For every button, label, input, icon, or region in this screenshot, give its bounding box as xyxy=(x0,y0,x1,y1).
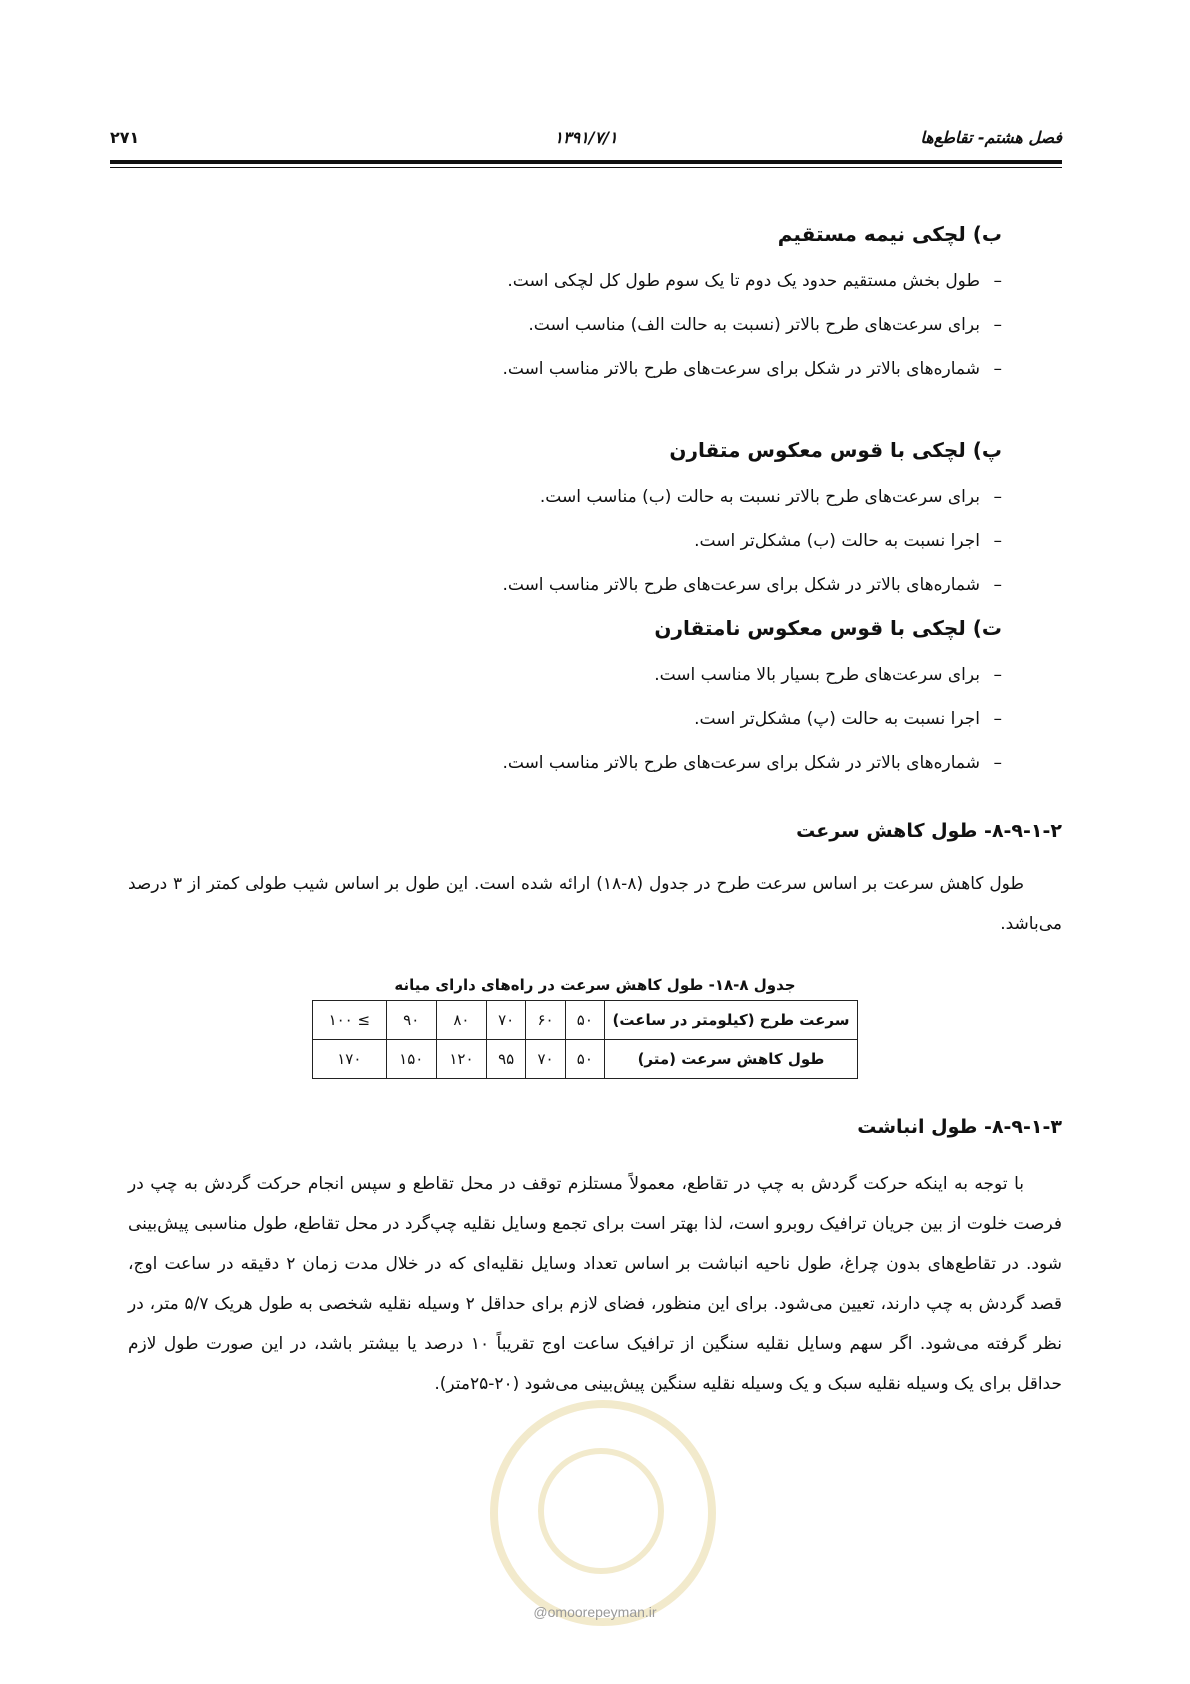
table-row-label: سرعت طرح (کیلومتر در ساعت) xyxy=(605,1001,858,1040)
table-cell: ۵۰ xyxy=(565,1001,604,1040)
page-number: ۲۷۱ xyxy=(110,128,140,147)
header-date: ۱۳۹۱/۷/۱ xyxy=(554,128,618,147)
table-cell: ۷۰ xyxy=(526,1040,565,1079)
header-rule-thin xyxy=(110,167,1062,168)
deceleration-paragraph: طول کاهش سرعت بر اساس سرعت طرح در جدول (۸-۱۸) ارائه شده است. این طول بر اساس شیب طولی کمتر از ۳ درصد می‌باشد. xyxy=(128,874,1062,934)
list-item: –طول بخش مستقیم حدود یک دوم تا یک سوم طول کل لچکی است. xyxy=(507,271,1002,291)
storage-paragraph: با توجه به اینکه حرکت گردش به چپ در تقاطع، معمولاً مستلزم توقف در محل تقاطع و سپس انجام حرکت گردش به چپ در فرصت خلوت از بین جریان ترافیک روبرو است، لذا بهتر است برای تجمع وسایل نقلیه چپ‌گرد در محل تقاطع، طول مناسبی پیش‌بینی شود. در تقاطع‌های بدون چراغ، طول ناحیه انباشت بر اساس تعداد وسایل نقلیه‌ای که در خلال مدت زمان ۲ دقیقه در ساعت اوج، قصد گردش به چپ دارند، تعیین می‌شود. برای این منظور، فضای لازم برای حداقل ۲ وسیله نقلیه شخصی به طول هریک ۵/۷ متر، در نظر گرفته می‌شود. اگر سهم وسایل نقلیه سنگین از ترافیک ساعت اوج تقریباً ۱۰ درصد یا بیشتر باشد، در این صورت طول لازم حداقل برای یک وسیله نقلیه سبک و یک وسیله نقلیه سنگین پیش‌بینی می‌شود (۲۰-۲۵متر). xyxy=(128,1174,1063,1394)
table-row xyxy=(313,1040,858,1079)
deceleration-table xyxy=(312,1000,858,1079)
section-p-list xyxy=(502,484,1002,598)
list-item: –شماره‌های بالاتر در شکل برای سرعت‌های طرح بالاتر مناسب است. xyxy=(502,753,1002,773)
list-item: –برای سرعت‌های طرح بالاتر (نسبت به حالت الف) مناسب است. xyxy=(528,315,1002,335)
table-cell: ۹۵ xyxy=(487,1040,526,1079)
table-cell: ۱۲۰ xyxy=(436,1040,486,1079)
deceleration-heading: ۸-۹-۱-۲- طول کاهش سرعت xyxy=(796,820,1062,842)
table-cell: ۸۰ xyxy=(436,1001,486,1040)
list-item: –شماره‌های بالاتر در شکل برای سرعت‌های طرح بالاتر مناسب است. xyxy=(502,359,1002,379)
section-b-list xyxy=(502,268,1002,382)
list-item: –برای سرعت‌های طرح بالاتر نسبت به حالت (ب) مناسب است. xyxy=(539,487,1002,507)
table-cell: ۹۰ xyxy=(386,1001,436,1040)
table-row xyxy=(313,1001,858,1040)
header-rule-thick xyxy=(110,160,1062,164)
table-cell: ۶۰ xyxy=(526,1001,565,1040)
list-item: –اجرا نسبت به حالت (پ) مشکل‌تر است. xyxy=(694,709,1002,729)
watermark-text: @omoorepeyman.ir xyxy=(533,1604,657,1620)
page-header xyxy=(110,128,1062,158)
table-cell: ۵۰ xyxy=(565,1040,604,1079)
table-cell: ۱۵۰ xyxy=(386,1040,436,1079)
section-p-title: پ) لچکی با قوس معکوس متقارن xyxy=(669,438,1002,462)
table-cell: ۷۰ xyxy=(487,1001,526,1040)
table-cell: ۱۷۰ xyxy=(313,1040,387,1079)
section-t-title: ت) لچکی با قوس معکوس نامتقارن xyxy=(654,616,1002,640)
list-item: –شماره‌های بالاتر در شکل برای سرعت‌های طرح بالاتر مناسب است. xyxy=(502,575,1002,595)
section-t-list xyxy=(502,662,1002,776)
table-caption: جدول ۸-۱۸- طول کاهش سرعت در راه‌های دارای میانه xyxy=(394,976,796,994)
list-item: –برای سرعت‌های طرح بسیار بالا مناسب است. xyxy=(654,665,1002,685)
storage-heading: ۸-۹-۱-۳- طول انباشت xyxy=(857,1116,1062,1138)
list-item: –اجرا نسبت به حالت (ب) مشکل‌تر است. xyxy=(694,531,1002,551)
watermark-logo xyxy=(490,1400,716,1626)
table-row-label: طول کاهش سرعت (متر) xyxy=(605,1040,858,1079)
table-cell: ≥ ۱۰۰ xyxy=(313,1001,387,1040)
section-b-title: ب) لچکی نیمه مستقیم xyxy=(777,222,1002,246)
chapter-title: فصل هشتم- تقاطع‌ها xyxy=(920,128,1062,147)
